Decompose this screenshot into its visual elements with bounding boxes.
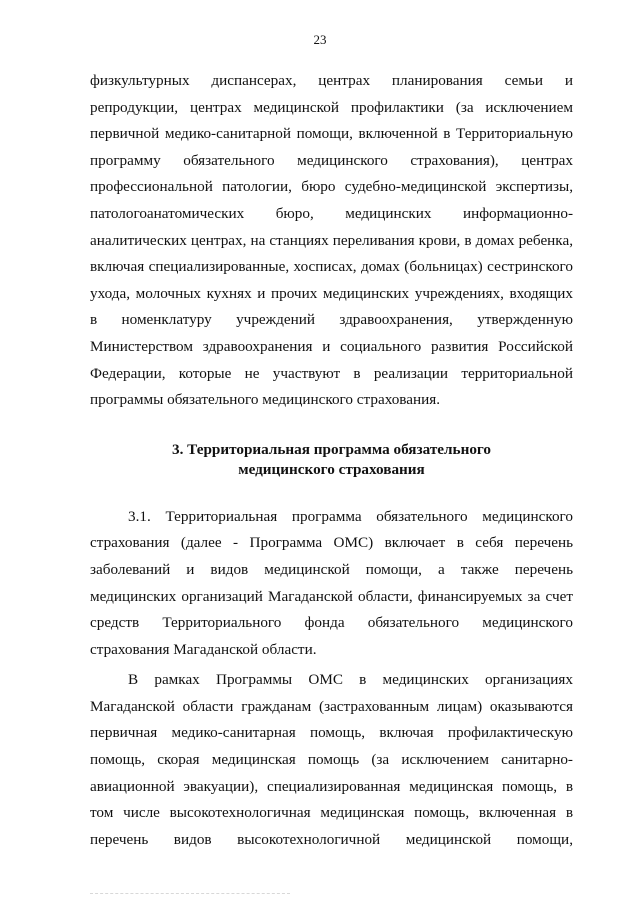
text-line: программу обязательного медицинского страхования), центрах <box>90 151 573 169</box>
text-line: Министерством здравоохранения и социального развития Российской <box>90 337 573 355</box>
paragraph-oms-scope <box>90 667 573 853</box>
text-line: том числе высокотехнологичная медицинская помощь, включенная в <box>90 804 573 822</box>
text-line: первичной медико-санитарной помощи, включенной в Территориальную <box>90 125 573 143</box>
text-line: в номенклатуру учреждений здравоохранения, утвержденную <box>90 311 573 329</box>
text-line: 3.1. Территориальная программа обязательного медицинского <box>128 507 573 525</box>
text-line: патологоанатомических бюро, медицинских информационно- <box>90 204 573 222</box>
text-line: физкультурных диспансерах, центрах планирования семьи и <box>90 72 573 89</box>
text-line: профессиональной патологии, бюро судебно-медицинской экспертизы, <box>90 178 573 196</box>
text-line: перечень видов высокотехнологичной медицинской помощи, <box>90 830 573 848</box>
text-line: авиационной эвакуации), специализированная медицинская помощь, в <box>90 777 573 795</box>
section-heading-line: 3. Территориальная программа обязательного <box>171 440 492 458</box>
document-body <box>90 68 573 853</box>
text-line: включая специализированные, хосписах, домах (больницах) сестринского <box>90 258 573 276</box>
scan-artifact <box>90 893 290 897</box>
text-line: Федерации, которые не участвуют в реализации территориальной <box>90 364 573 382</box>
text-line: первичная медико-санитарная помощь, включая профилактическую <box>90 724 573 742</box>
section-heading-line: медицинского страхования <box>238 460 425 478</box>
text-line: средств Территориального фонда обязательного медицинского <box>90 614 573 632</box>
paragraph-3-1 <box>90 504 573 664</box>
section-heading <box>90 440 573 480</box>
paragraph-continuation <box>90 68 573 414</box>
text-line: заболеваний и видов медицинской помощи, а также перечень <box>90 560 573 578</box>
text-line: помощь, скорая медицинская помощь (за исключением санитарно- <box>90 751 573 769</box>
text-line: Магаданской области гражданам (застрахованным лицам) оказываются <box>90 697 573 715</box>
text-line: ухода, молочных кухнях и прочих медицинских учреждениях, входящих <box>90 284 573 302</box>
text-line: аналитических центрах, на станциях переливания крови, в домах ребенка, <box>90 231 573 249</box>
text-line: репродукции, центрах медицинской профилактики (за исключением <box>90 98 573 116</box>
page-number: 23 <box>313 32 327 47</box>
text-line: страхования (далее - Программа ОМС) включает в себя перечень <box>90 534 573 552</box>
text-line: страхования Магаданской области. <box>90 640 317 658</box>
text-line: медицинских организаций Магаданской области, финансируемых за счет <box>90 587 573 605</box>
text-line: В рамках Программы ОМС в медицинских организациях <box>128 671 573 689</box>
text-line: программы обязательного медицинского страхования. <box>90 391 441 409</box>
